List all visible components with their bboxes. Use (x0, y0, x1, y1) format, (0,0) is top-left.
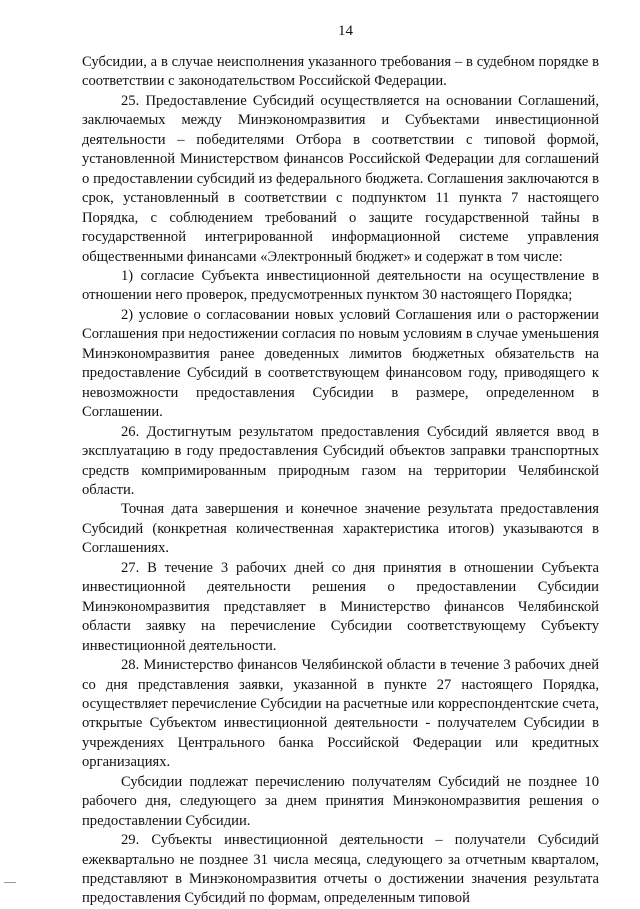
paragraph-25: 25. Предоставление Субсидий осуществляется на основании Соглашений, заключаемых между Минэкономразвития и Субъектами инвестиционной деятельности – победителями Отбора в соответствии с типовой формой, установленной Министерством финансов Российской Федерации для соглашений о предоставлении субсидий из федерального бюджета. Соглашения заключаются в срок, установленный в соответствии с подпунктом 11 пункта 7 настоящего Порядка, с соблюдением требований о защите государственной тайны в государственной интегрированной информационной системе управления общественными финансами «Электронный бюджет» и содержат в том числе: (82, 92, 599, 265)
scan-edge-mark (4, 882, 16, 883)
paragraph-28-note: Субсидии подлежат перечислению получателям Субсидий не позднее 10 рабочего дня, следующего за днем принятия Минэкономразвития решения о предоставлении Субсидии. (82, 773, 599, 829)
paragraph-25-item-2: 2) условие о согласовании новых условий Соглашения или о расторжении Соглашения при недостижении согласия по новым условиям в случае уменьшения Минэкономразвития ранее доведенных лимитов бюджетных обязательств на предоставление Субсидий в соответствующем финансовом году, приводящего к невозможности предоставления Субсидии в размере, определенном в Соглашении. (82, 306, 599, 421)
document-body (82, 53, 599, 909)
paragraph-26: 26. Достигнутым результатом предоставления Субсидий является ввод в эксплуатацию в году предоставления Субсидий объектов заправки транспортных средств компримированным природным газом на территории Челябинской области. (82, 423, 599, 498)
paragraph-26-note: Точная дата завершения и конечное значение результата предоставления Субсидий (конкретная количественная характеристика итогов) указываются в Соглашениях. (82, 501, 599, 557)
paragraph-27: 27. В течение 3 рабочих дней со дня принятия в отношении Субъекта инвестиционной деятельности решения о предоставлении Субсидии Минэкономразвития представляет в Министерство финансов Челябинской области заявку на перечисление Субсидии соответствующему Субъекту инвестиционной деятельности. (82, 559, 599, 654)
page-number: 14 (338, 23, 353, 39)
paragraph-29: 29. Субъекты инвестиционной деятельности – получатели Субсидий ежеквартально не позднее 31 числа месяца, следующего за отчетным кварталом, представляют в Минэкономразвития отчеты о достижении значения результата предоставления Субсидий по формам, определенным типовой (82, 832, 599, 907)
paragraph-28: 28. Министерство финансов Челябинской области в течение 3 рабочих дней со дня представления заявки, указанной в пункте 27 настоящего Порядка, осуществляет перечисление Субсидии на расчетные или корреспондентские счета, открытые Субъектом инвестиционной деятельности - получателем Субсидии в учреждениях Центрального банка Российской Федерации или кредитных организациях. (82, 657, 599, 771)
paragraph-25-item-1: 1) согласие Субъекта инвестиционной деятельности на осуществление в отношении него проверок, предусмотренных пунктом 30 настоящего Порядка; (82, 267, 599, 304)
paragraph-continuation: Субсидии, а в случае неисполнения указанного требования – в судебном порядке в соответствии с законодательством Российской Федерации. (82, 54, 599, 90)
